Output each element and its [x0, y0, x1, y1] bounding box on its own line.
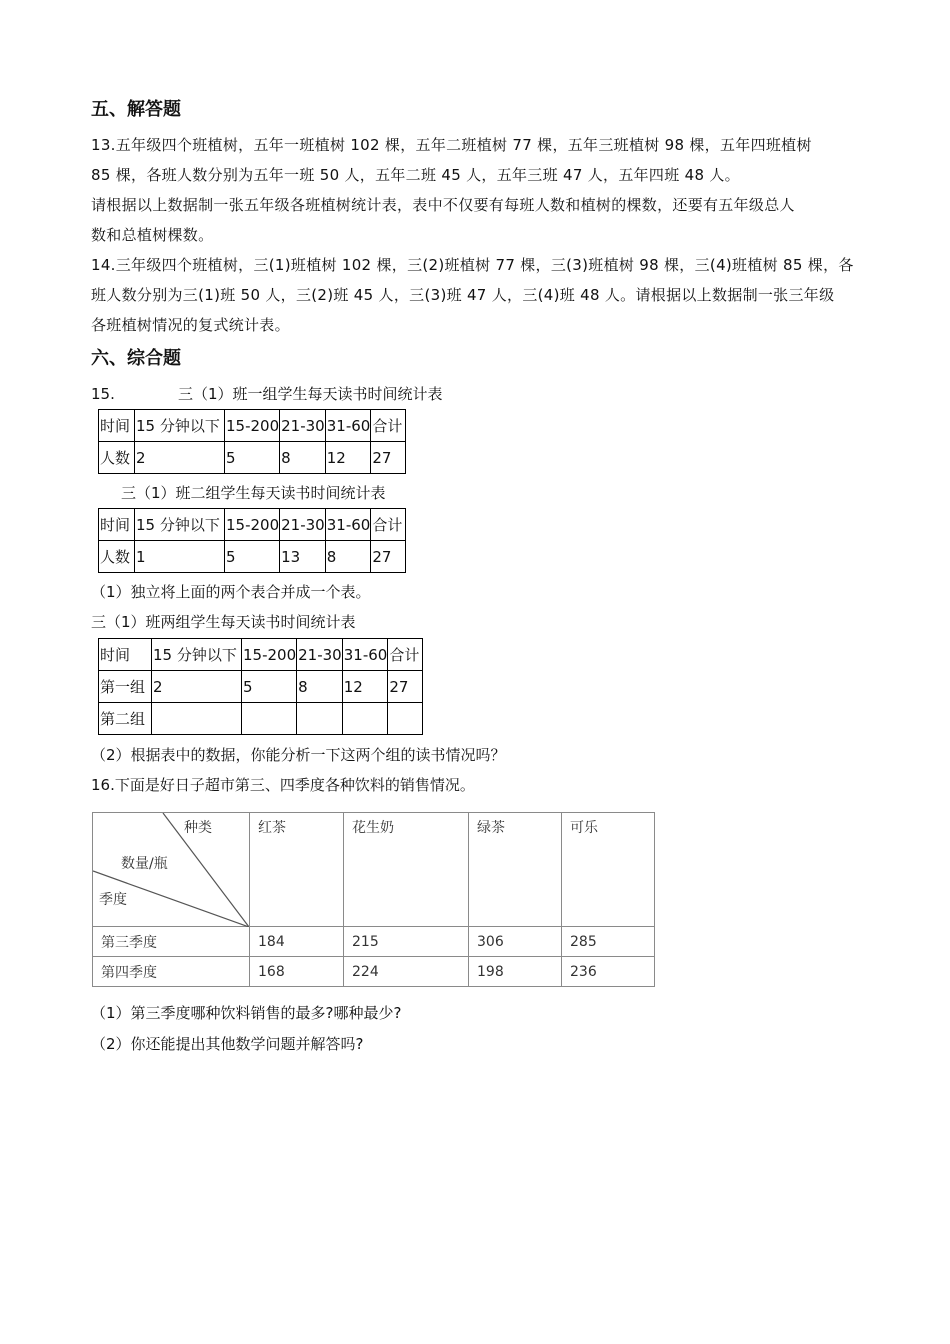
- table-cell: 人数: [99, 541, 135, 573]
- column-header: 绿茶: [469, 813, 562, 927]
- table-cell: 15 分钟以下: [152, 639, 242, 671]
- table1-title: 三（1）班一组学生每天读书时间统计表: [178, 385, 443, 403]
- table-row: [99, 671, 423, 703]
- table-cell: 2: [135, 442, 225, 474]
- table2-title: 三（1）班二组学生每天读书时间统计表: [121, 484, 386, 502]
- diagonal-header-cell: [93, 813, 250, 927]
- table-row: [99, 703, 423, 735]
- table-cell: [242, 703, 297, 735]
- table-row: [93, 813, 655, 927]
- table-cell: 27: [371, 442, 406, 474]
- table-row: [93, 927, 655, 957]
- table-cell: 1: [135, 541, 225, 573]
- q13-line-4: 数和总植树棵数。: [91, 226, 214, 244]
- reading-table-group2: [98, 508, 406, 573]
- q15-part-2: （2）根据表中的数据，你能分析一下这两个组的读书情况吗？: [91, 746, 506, 764]
- corner-label-season: 季度: [99, 892, 127, 908]
- table-cell: 184: [250, 927, 344, 957]
- table-cell: 168: [250, 957, 344, 987]
- table-cell: [342, 703, 388, 735]
- table-cell: 12: [325, 442, 371, 474]
- table-cell: 15 分钟以下: [135, 410, 225, 442]
- q14-line-3: 各班植树情况的复式统计表。: [91, 316, 290, 334]
- table-cell: 第二组: [99, 703, 152, 735]
- corner-label-qty: 数量/瓶: [121, 856, 168, 872]
- beverage-sales-table: [92, 812, 655, 987]
- reading-table-group1: [98, 409, 406, 474]
- q16-part-2: （2）你还能提出其他数学问题并解答吗?: [91, 1035, 364, 1053]
- table-cell: 15 分钟以下: [135, 509, 225, 541]
- reading-table-combined: [98, 638, 423, 735]
- table-cell: 31-60: [342, 639, 388, 671]
- table-cell: 5: [242, 671, 297, 703]
- table-cell: 5: [225, 541, 280, 573]
- table-cell: 215: [344, 927, 469, 957]
- table-cell: 198: [469, 957, 562, 987]
- table-cell: 合计: [388, 639, 423, 671]
- q14-line-1: 14.三年级四个班植树，三(1)班植树 102 棵，三(2)班植树 77 棵，三(3)班植树 98 棵，三(4)班植树 85 棵，各: [91, 256, 854, 274]
- q15-number: 15.: [91, 385, 115, 403]
- table-cell: 15-200: [242, 639, 297, 671]
- table-cell: 人数: [99, 442, 135, 474]
- table-cell: 15-200: [225, 410, 280, 442]
- table-cell: 285: [562, 927, 655, 957]
- table-row: [99, 410, 406, 442]
- table-cell: 31-60: [325, 509, 371, 541]
- table-row: [99, 541, 406, 573]
- section-heading-6: 六、综合题: [91, 348, 181, 369]
- table-cell: 306: [469, 927, 562, 957]
- table-row: [99, 442, 406, 474]
- table-cell: 21-30: [280, 509, 326, 541]
- table3-title: 三（1）班两组学生每天读书时间统计表: [91, 613, 356, 631]
- table-cell: 5: [225, 442, 280, 474]
- q13-line-1: 13.五年级四个班植树，五年一班植树 102 棵，五年二班植树 77 棵，五年三班植树 98 棵，五年四班植树: [91, 136, 812, 154]
- table-cell: [152, 703, 242, 735]
- corner-label-type: 种类: [184, 820, 212, 836]
- table-cell: 15-200: [225, 509, 280, 541]
- table-cell: 2: [152, 671, 242, 703]
- diagonal-lines: [93, 813, 249, 927]
- table-cell: 时间: [99, 410, 135, 442]
- table-cell: 224: [344, 957, 469, 987]
- table-cell: 27: [371, 541, 406, 573]
- table-cell: 8: [325, 541, 371, 573]
- table-cell: 21-30: [280, 410, 326, 442]
- q14-line-2: 班人数分别为三(1)班 50 人，三(2)班 45 人，三(3)班 47 人，三(4)班 48 人。请根据以上数据制一张三年级: [91, 286, 835, 304]
- table-cell: 第三季度: [93, 927, 250, 957]
- section-heading-5: 五、解答题: [91, 99, 181, 120]
- table-cell: 27: [388, 671, 423, 703]
- question-13: [91, 130, 881, 250]
- q16-intro: 16.下面是好日子超市第三、四季度各种饮料的销售情况。: [91, 776, 475, 794]
- table-cell: 236: [562, 957, 655, 987]
- table-cell: 合计: [371, 509, 406, 541]
- table-row: [99, 639, 423, 671]
- table-cell: 13: [280, 541, 326, 573]
- table-cell: 第一组: [99, 671, 152, 703]
- table-cell: 31-60: [325, 410, 371, 442]
- table-cell: [297, 703, 343, 735]
- table-cell: 8: [297, 671, 343, 703]
- column-header: 花生奶: [344, 813, 469, 927]
- table-cell: 合计: [371, 410, 406, 442]
- table-cell: 21-30: [297, 639, 343, 671]
- question-14: [91, 250, 881, 340]
- q15-part-1: （1）独立将上面的两个表合并成一个表。: [91, 583, 371, 601]
- table-row: [93, 957, 655, 987]
- column-header: 可乐: [562, 813, 655, 927]
- table-cell: 时间: [99, 509, 135, 541]
- table-cell: 时间: [99, 639, 152, 671]
- q13-line-3: 请根据以上数据制一张五年级各班植树统计表，表中不仅要有每班人数和植树的棵数，还要有五年级总人: [91, 196, 795, 214]
- table-row: [99, 509, 406, 541]
- table-cell: 8: [280, 442, 326, 474]
- table-cell: 第四季度: [93, 957, 250, 987]
- q16-part-1: （1）第三季度哪种饮料销售的最多?哪种最少?: [91, 1004, 402, 1022]
- table-cell: [388, 703, 423, 735]
- q13-line-2: 85 棵，各班人数分别为五年一班 50 人，五年二班 45 人，五年三班 47 人，五年四班 48 人。: [91, 166, 740, 184]
- table-cell: 12: [342, 671, 388, 703]
- column-header: 红茶: [250, 813, 344, 927]
